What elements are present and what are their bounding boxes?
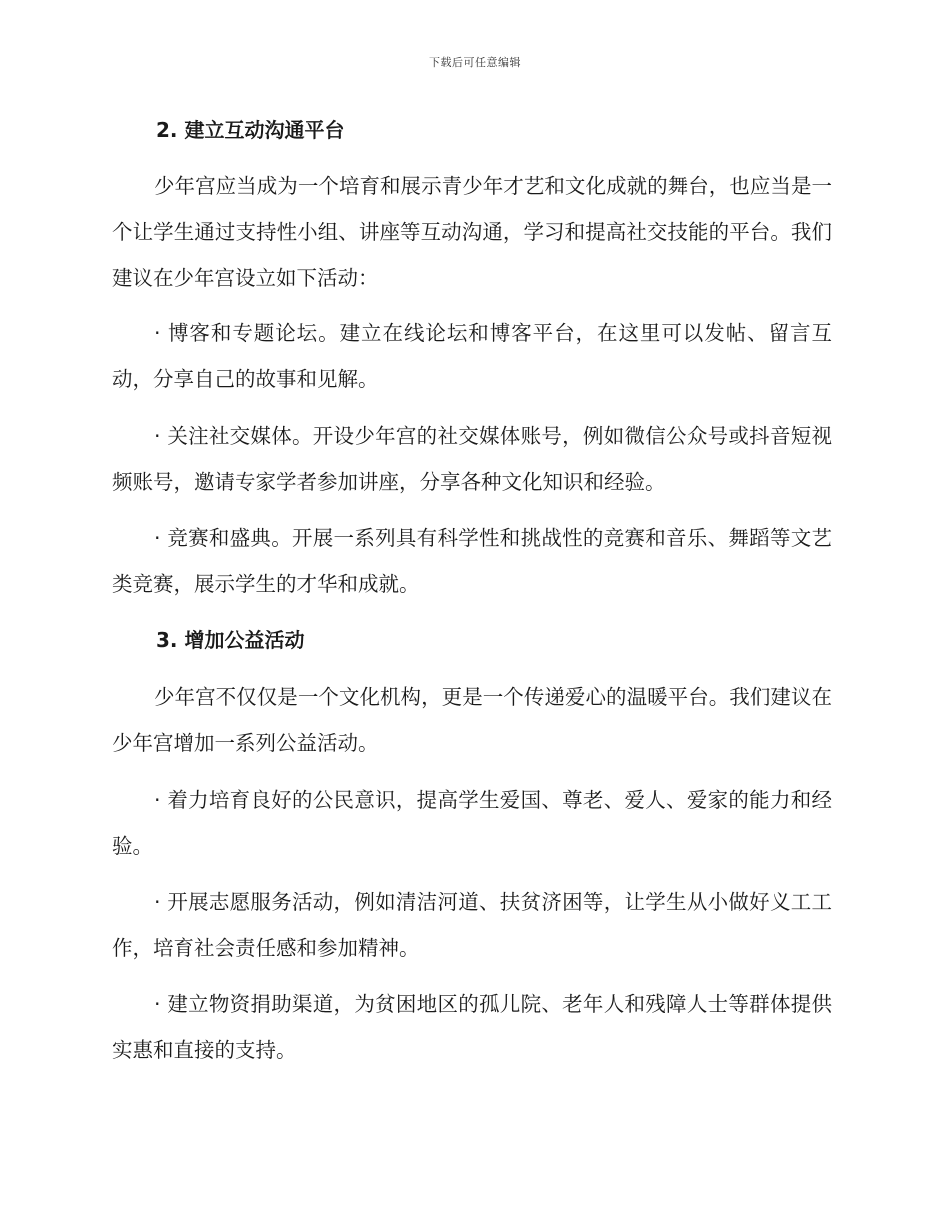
paragraph-bullet-volunteer: · 开展志愿服务活动，例如清洁河道、扶贫济困等，让学生从小做好义工工作，培育社会责任感和参加精神。	[112, 890, 832, 960]
section-heading-3: 3. 增加公益活动	[156, 628, 305, 652]
header-note: 下载后可任意编辑	[429, 56, 521, 69]
paragraph-intro-charity: 少年宫不仅仅是一个文化机构，更是一个传递爱心的温暖平台。我们建议在少年宫增加一系列公益活动。	[112, 685, 832, 755]
section-heading-2: 2. 建立互动沟通平台	[156, 118, 345, 142]
paragraph-bullet-competition: · 竞赛和盛典。开展一系列具有科学性和挑战性的竞赛和音乐、舞蹈等文艺类竞赛，展示学生的才华和成就。	[112, 526, 832, 596]
paragraph-intro-platform: 少年宫应当成为一个培育和展示青少年才艺和文化成就的舞台，也应当是一个让学生通过支持性小组、讲座等互动沟通，学习和提高社交技能的平台。我们建议在少年宫设立如下活动：	[112, 174, 832, 290]
paragraph-bullet-civic: · 着力培育良好的公民意识，提高学生爱国、尊老、爱人、爱家的能力和经验。	[112, 788, 832, 858]
paragraph-bullet-donation: · 建立物资捐助渠道，为贫困地区的孤儿院、老年人和残障人士等群体提供实惠和直接的支持。	[112, 992, 832, 1062]
paragraph-bullet-social-media: · 关注社交媒体。开设少年宫的社交媒体账号，例如微信公众号或抖音短视频账号，邀请专家学者参加讲座，分享各种文化知识和经验。	[112, 424, 832, 494]
paragraph-bullet-blog: · 博客和专题论坛。建立在线论坛和博客平台，在这里可以发帖、留言互动，分享自己的故事和见解。	[112, 321, 832, 391]
